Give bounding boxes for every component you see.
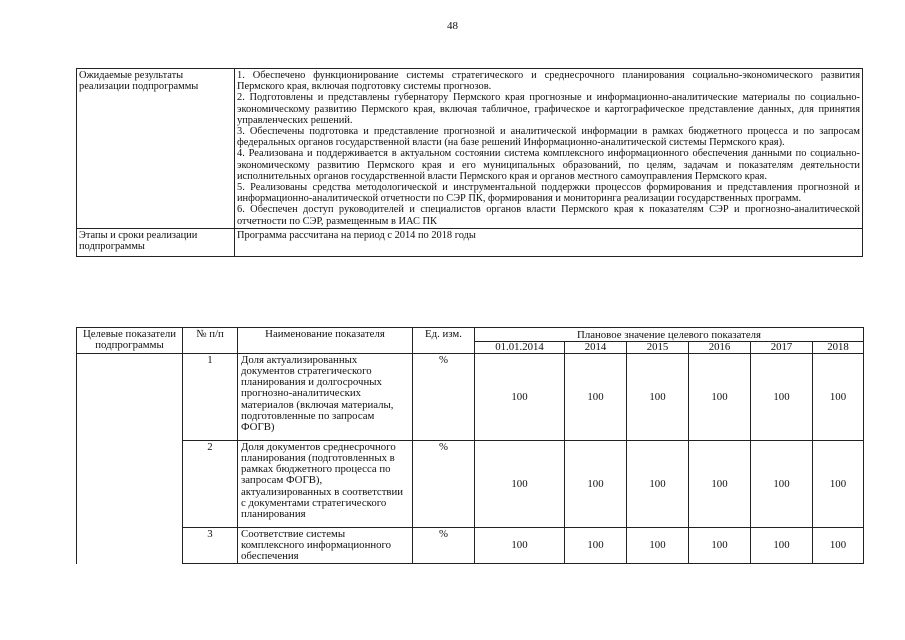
page-number: 48	[447, 20, 458, 32]
stages-text: Программа рассчитана на период с 2014 по 2018 годы	[237, 229, 476, 241]
indicators-header-row	[77, 328, 864, 342]
indicator-name: Доля документов среднесрочного планирования (подготовленных в рамках бюджетного процесса по запросам ФОГВ), актуализированных в соответствии с документами стратегического планирования	[238, 441, 413, 528]
indicator-value: 100	[813, 441, 864, 528]
indicator-value: 100	[627, 441, 689, 528]
results-label: Ожидаемые результаты реализации подпрограммы	[77, 69, 235, 229]
result-paragraph: 2. Подготовлены и представлены губернатору Пермского края прогнозные и информационно-аналитические материалы по социально-экономическому развитию Пермского края, включая табличное, графическое и картографическое представление данных, для принятия управленческих решений.	[237, 92, 860, 126]
indicator-value: 100	[627, 528, 689, 564]
indicator-value: 100	[689, 528, 751, 564]
indicator-value: 100	[475, 528, 565, 564]
result-paragraph: 3. Обеспечены подготовка и представление прогнозной и аналитической информации в рамках бюджетного процесса и по запросам федеральных органов государственной власти (на базе решений Информационно-аналитической системы Пермского края).	[237, 126, 860, 149]
results-table	[76, 68, 863, 257]
row-number: 3	[183, 528, 238, 564]
indicator-row	[77, 441, 864, 528]
year-header: 2017	[751, 342, 813, 354]
planned-value-header: Плановое значение целевого показателя	[475, 328, 864, 342]
year-header: 2018	[813, 342, 864, 354]
row-number: 2	[183, 441, 238, 528]
indicator-value: 100	[565, 354, 627, 441]
stages-content	[235, 228, 863, 256]
indicator-name: Доля актуализированных документов стратегического планирования и долгосрочных прогнозно-аналитических материалов (включая материалы, подготовленные по запросам ФОГВ)	[238, 354, 413, 441]
row-number: 1	[183, 354, 238, 441]
result-paragraph: 1. Обеспечено функционирование системы стратегического и среднесрочного планирования социально-экономического развития Пермского края, включая подготовку системы прогнозов.	[237, 70, 860, 93]
indicator-name-header: Наименование показателя	[238, 328, 413, 354]
result-paragraph: 4. Реализована и поддерживается в актуальном состоянии система комплексного информационного обеспечения данными по социально-экономическому развитию Пермского края и его муниципальных образований, по целям, задачам и показателям деятельности исполнительных органов государственной власти Пермского края и органов местного самоуправления Пермского края.	[237, 148, 860, 182]
indicator-row	[77, 354, 864, 441]
stages-row	[77, 228, 863, 256]
result-paragraph: 5. Реализованы средства методологической и инструментальной поддержки процессов формирования и представления прогнозной и информационно-аналитической отчетности по СЭР ПК, формирования и мониторинга реализации государственных программ.	[237, 182, 860, 205]
indicator-value: 100	[813, 528, 864, 564]
indicator-row	[77, 528, 864, 564]
indicator-value: 100	[813, 354, 864, 441]
year-header: 2014	[565, 342, 627, 354]
year-header: 2015	[627, 342, 689, 354]
indicator-value: 100	[751, 441, 813, 528]
indicator-value: 100	[751, 528, 813, 564]
indicator-value: 100	[565, 528, 627, 564]
indicator-unit: %	[413, 441, 475, 528]
indicator-value: 100	[565, 441, 627, 528]
targets-blank-cell	[77, 354, 183, 564]
year-header: 01.01.2014	[475, 342, 565, 354]
targets-header: Целевые показатели подпрограммы	[77, 328, 183, 354]
result-paragraph: 6. Обеспечен доступ руководителей и специалистов органов власти Пермского края к показателям СЭР и прогнозно-аналитической отчетности по СЭР, размещенным в ИАС ПК	[237, 204, 860, 227]
indicator-unit: %	[413, 354, 475, 441]
year-header: 2016	[689, 342, 751, 354]
indicator-value: 100	[627, 354, 689, 441]
indicator-value: 100	[475, 354, 565, 441]
indicator-name: Соответствие системы комплексного информационного обеспечения	[238, 528, 413, 564]
indicator-value: 100	[689, 354, 751, 441]
indicator-value: 100	[689, 441, 751, 528]
results-content	[235, 69, 863, 229]
unit-header: Ед. изм.	[413, 328, 475, 354]
number-header: № п/п	[183, 328, 238, 354]
stages-label: Этапы и сроки реализации подпрограммы	[77, 228, 235, 256]
indicator-unit: %	[413, 528, 475, 564]
indicator-value: 100	[751, 354, 813, 441]
indicator-value: 100	[475, 441, 565, 528]
indicators-table	[76, 327, 864, 564]
results-row	[77, 69, 863, 229]
